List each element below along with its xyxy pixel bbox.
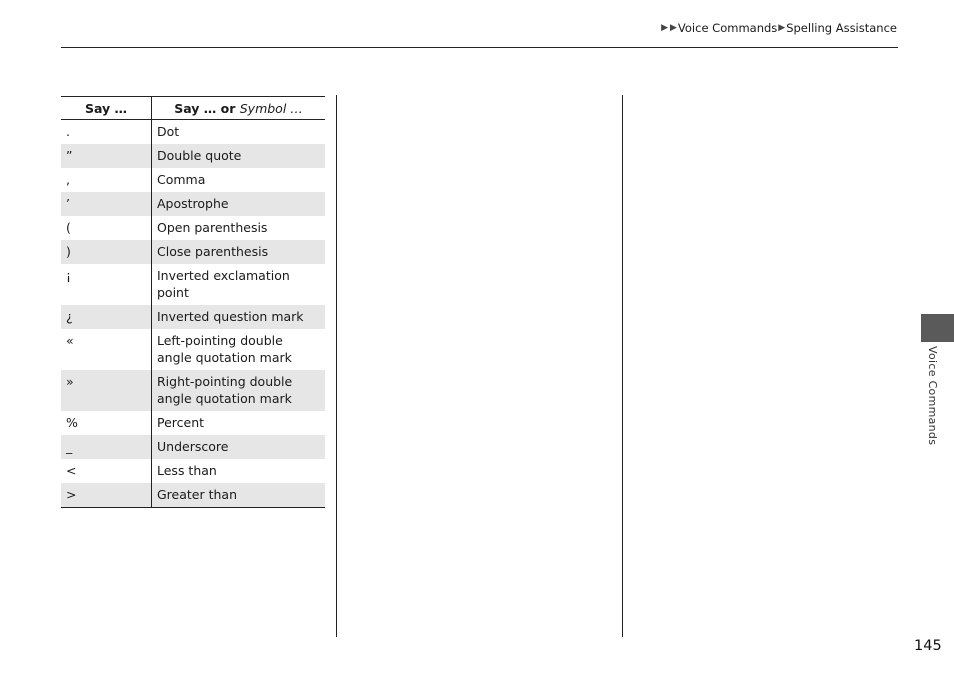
say-cell: Inverted exclamation point: [157, 268, 290, 300]
table-row: [61, 264, 325, 305]
triangle-right-icon: ▶: [670, 23, 677, 33]
breadcrumb-item-spelling-assistance[interactable]: Spelling Assistance: [786, 21, 897, 35]
symbol-cell: _: [61, 435, 152, 459]
table-row: [61, 329, 325, 370]
column-divider: [336, 95, 337, 637]
symbol-cell: ): [61, 240, 152, 264]
side-label: Voice Commands: [926, 346, 939, 446]
triangle-right-icon: ▶: [661, 23, 668, 33]
table-row: [61, 216, 325, 240]
table-row: [61, 459, 325, 483]
symbol-cell: «: [61, 329, 152, 370]
table-row: [61, 192, 325, 216]
header-say-prefix: Say … or: [174, 100, 240, 116]
table-row: [61, 411, 325, 435]
triangle-right-icon: ▶: [778, 23, 786, 33]
table-header-row: [61, 97, 325, 120]
symbol-cell: »: [61, 370, 152, 411]
spelling-table: [61, 96, 325, 508]
say-cell: Close parenthesis: [152, 240, 326, 264]
breadcrumb: [660, 21, 897, 35]
table-row: [61, 120, 325, 145]
symbol-cell: .: [61, 120, 152, 145]
say-cell: Open parenthesis: [157, 220, 268, 235]
say-cell: Apostrophe: [152, 192, 326, 216]
say-cell: Double quote: [152, 144, 326, 168]
table-row: [61, 144, 325, 168]
symbol-cell: ”: [61, 144, 152, 168]
symbol-cell: %: [61, 411, 152, 435]
page-number: 145: [914, 638, 942, 654]
table-row: [61, 240, 325, 264]
say-cell: Percent: [157, 415, 205, 430]
table-row: [61, 305, 325, 329]
header-say-or-symbol: [152, 97, 326, 120]
header-symbol-italic: Symbol …: [239, 100, 303, 116]
say-cell: Left-pointing double angle quotation mark: [157, 333, 292, 365]
say-cell: Inverted question mark: [152, 305, 326, 329]
symbol-cell: ¿: [61, 305, 152, 329]
side-tab[interactable]: [921, 314, 954, 342]
say-cell: Right-pointing double angle quotation mark: [152, 370, 326, 411]
header-rule: [61, 47, 898, 48]
symbol-cell: (: [61, 216, 152, 240]
say-cell: Comma: [157, 172, 206, 187]
say-cell: Underscore: [152, 435, 326, 459]
say-cell: Greater than: [152, 483, 326, 508]
header-say: Say …: [61, 97, 152, 120]
symbol-cell: ’: [61, 192, 152, 216]
table-row: [61, 168, 325, 192]
breadcrumb-item-voice-commands[interactable]: Voice Commands: [677, 21, 778, 35]
symbol-cell: <: [61, 459, 152, 483]
say-cell: Less than: [157, 463, 217, 478]
column-divider: [622, 95, 623, 637]
table-row: [61, 483, 325, 508]
table-row: [61, 435, 325, 459]
table-row: [61, 370, 325, 411]
symbol-cell: ,: [61, 168, 152, 192]
say-cell: Dot: [157, 124, 180, 139]
symbol-cell: >: [61, 483, 152, 508]
symbol-cell: ¡: [61, 264, 152, 305]
